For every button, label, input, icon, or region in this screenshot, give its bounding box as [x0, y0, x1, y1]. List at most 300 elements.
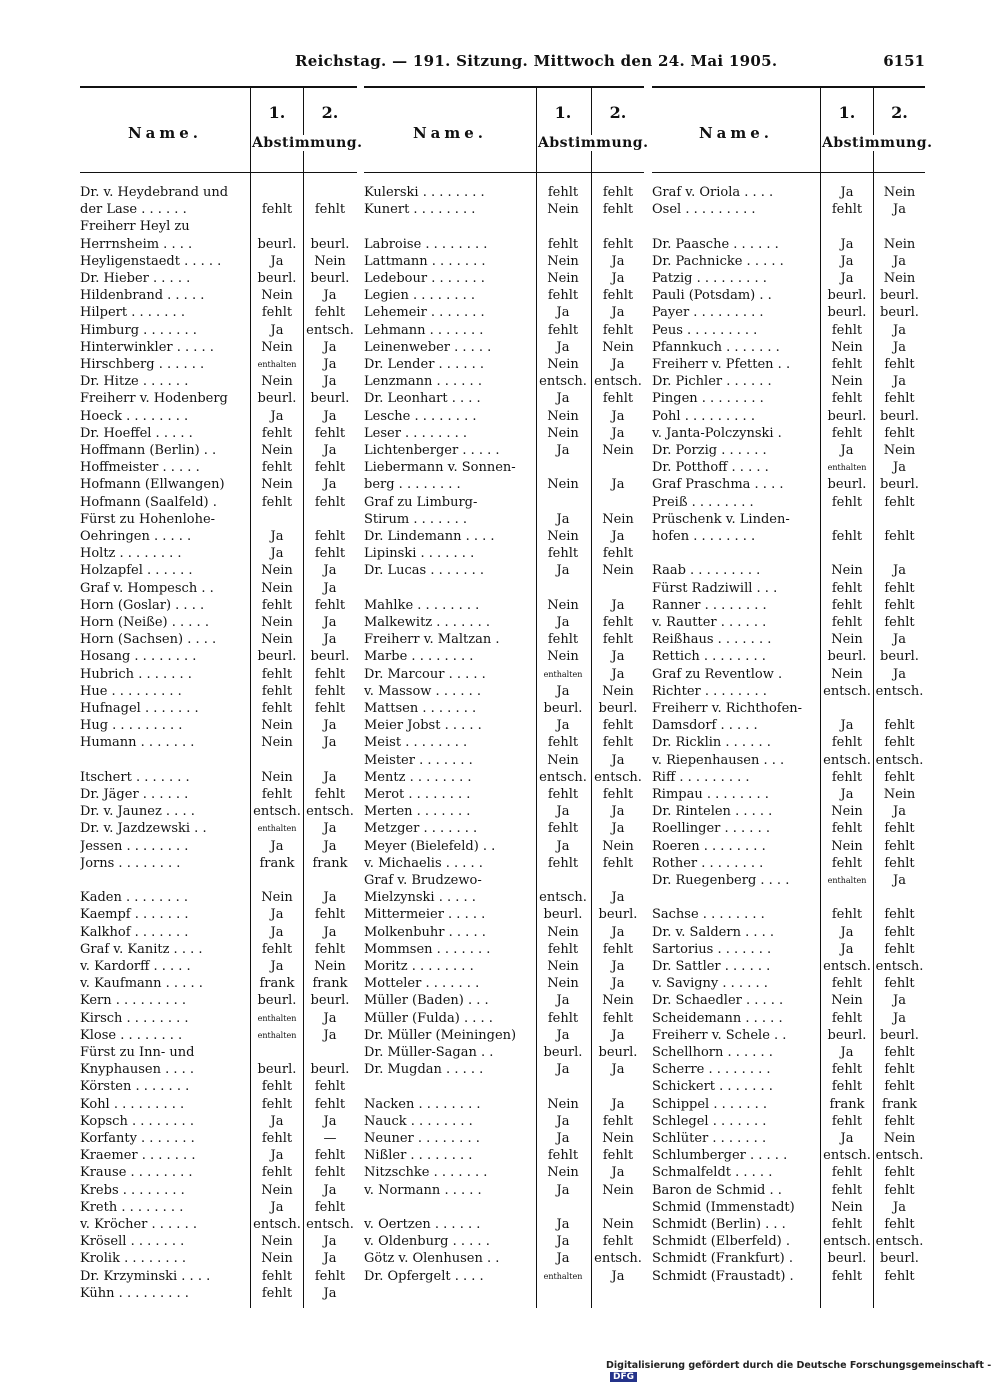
table-row	[80, 1233, 357, 1250]
table-row	[80, 476, 357, 493]
vote-1-value: Nein	[261, 890, 293, 906]
vote-1-value: Ja	[270, 546, 284, 562]
member-name: Schellhorn . . . . . .	[652, 1045, 773, 1060]
table-row	[652, 1164, 925, 1181]
vote-1-value: Nein	[261, 477, 293, 493]
vote-1-value: fehlt	[547, 236, 579, 252]
member-name: Müller (Baden) . . .	[364, 993, 489, 1009]
member-name: Pauli (Potsdam) . .	[652, 288, 772, 304]
vote-1-value: fehlt	[547, 322, 579, 338]
table-row	[80, 1027, 357, 1044]
vote-2-value: Ja	[893, 993, 906, 1009]
table-row	[364, 614, 644, 631]
table-row	[652, 270, 925, 287]
vote-2-value: entsch.	[875, 1234, 924, 1250]
vote-1-value: Nein	[547, 959, 579, 974]
table-top-rule	[80, 86, 357, 88]
vote-2-value: Ja	[323, 1182, 337, 1198]
table-row	[652, 373, 925, 390]
member-name: Riff . . . . . . . . .	[652, 769, 750, 785]
table-row	[652, 1199, 925, 1216]
vote-2-value: fehlt	[884, 494, 915, 510]
member-name: Schlegel . . . . . . .	[652, 1113, 767, 1129]
running-title: Reichstag. — 191. Sitzung. Mittwoch den 24. Mai 1905.	[295, 52, 778, 70]
table-row	[652, 1078, 925, 1095]
vote-1-value: Nein	[261, 615, 293, 630]
vote-2-value: Ja	[611, 357, 625, 372]
vote-1-value: Ja	[270, 408, 284, 424]
vote-1-value: fehlt	[261, 1165, 293, 1181]
table-row	[80, 1250, 357, 1267]
table-row	[364, 975, 644, 992]
vote-2-value: fehlt	[884, 718, 915, 734]
member-name: Klose . . . . . . . .	[80, 1027, 183, 1043]
vote-2-value: Ja	[323, 1285, 337, 1301]
table-row	[364, 958, 644, 975]
vote-2-value: Ja	[323, 615, 337, 630]
table-row	[652, 1233, 925, 1250]
member-name: Krause . . . . . . . .	[80, 1165, 193, 1181]
vote-1-value: beurl.	[543, 1045, 583, 1060]
vote-2-value: beurl.	[310, 993, 350, 1009]
vote-2-value: Nein	[602, 511, 634, 527]
vote-1-value: Ja	[556, 838, 570, 854]
table-row	[652, 1027, 925, 1044]
member-name: Schickert . . . . . . .	[652, 1079, 773, 1095]
table-row	[364, 1216, 644, 1233]
vote-1-value: fehlt	[547, 1010, 579, 1026]
vote-1-value: Ja	[840, 253, 854, 269]
vote-1-value: fehlt	[547, 288, 579, 304]
vote-2-value: beurl.	[310, 649, 350, 665]
member-name: der Lase . . . . . .	[80, 202, 187, 218]
vote-1-value: fehlt	[261, 1285, 293, 1301]
vote-2-value: Nein	[314, 253, 346, 269]
table-row	[652, 786, 925, 803]
vote-1-value: entsch.	[823, 752, 871, 768]
table-row	[652, 666, 925, 683]
vote-2-value: entsch.	[875, 752, 924, 768]
vote-2-value: Ja	[323, 580, 337, 596]
vote-1-value: entsch.	[253, 1217, 301, 1232]
member-name: Schlüter . . . . . . .	[652, 1131, 767, 1146]
table-row	[652, 580, 925, 597]
vote-2-value: fehlt	[602, 1010, 634, 1026]
vote-1-value: beurl.	[827, 305, 867, 321]
vote-2-value: fehlt	[884, 735, 915, 751]
vote-2-value: Nein	[883, 1131, 916, 1146]
member-name: Mentz . . . . . . . .	[364, 769, 472, 785]
vote-1-value: Nein	[261, 769, 293, 785]
member-name: Rettich . . . . . . . .	[652, 649, 766, 665]
vote-2-header: 2.	[891, 103, 908, 122]
vote-1-value: fehlt	[831, 322, 863, 338]
member-name: Lattmann . . . . . . .	[364, 253, 486, 269]
vote-1-value: Ja	[556, 305, 570, 321]
member-name: Dr. Potthoff . . . . .	[652, 460, 769, 476]
member-name: Dr. Lucas . . . . . . .	[364, 563, 485, 579]
member-name: Graf v. Brudzewo-	[364, 873, 482, 888]
table-row	[364, 855, 644, 872]
table-row	[364, 408, 644, 425]
member-name: Metzger . . . . . . .	[364, 821, 478, 837]
member-name: Dr. Jäger . . . . . .	[80, 787, 189, 802]
vote-1-value: Nein	[261, 339, 293, 355]
vote-1-value: beurl.	[827, 477, 867, 493]
vote-1-value: fehlt	[831, 1010, 863, 1026]
member-name: Dr. Sattler . . . . . .	[652, 959, 771, 974]
table-row	[80, 631, 357, 648]
vote-2-value: beurl.	[310, 236, 350, 252]
vote-2-value: Nein	[602, 1217, 634, 1232]
vote-1-value: Ja	[840, 924, 854, 940]
vote-2-value: Ja	[893, 666, 906, 682]
table-row	[80, 1199, 357, 1216]
member-name: Reißhaus . . . . . . .	[652, 632, 772, 648]
table-row	[652, 889, 925, 906]
member-name: Freiherr v. Schele . .	[652, 1027, 787, 1043]
table-row	[80, 201, 357, 218]
member-name: v. Kröcher . . . . . .	[80, 1217, 197, 1232]
vote-1-value: Nein	[261, 443, 293, 458]
vote-2-value: Ja	[611, 821, 625, 837]
vote-1-value: entsch.	[823, 683, 871, 699]
table-header-rule	[364, 172, 644, 173]
vote-2-value: Nein	[602, 683, 634, 699]
vote-2-value: fehlt	[884, 391, 915, 407]
table-row	[364, 270, 644, 287]
name-column-header: Name.	[412, 124, 488, 142]
table-row	[80, 786, 357, 803]
member-name: Itschert . . . . . . .	[80, 769, 190, 785]
table-row	[364, 906, 644, 923]
member-name: Nißler . . . . . . . .	[364, 1148, 473, 1164]
table-row	[80, 580, 357, 597]
table-row	[652, 1250, 925, 1267]
table-row	[652, 356, 925, 373]
member-name: Schmidt (Berlin) . . .	[652, 1217, 786, 1232]
table-row	[364, 1078, 644, 1095]
table-row	[364, 889, 644, 906]
table-row	[364, 494, 644, 511]
vote-2-value: fehlt	[884, 976, 915, 992]
table-row	[80, 562, 357, 579]
vote-1-value: fehlt	[831, 735, 863, 751]
table-row	[364, 803, 644, 820]
table-row	[80, 408, 357, 425]
table-row	[652, 253, 925, 270]
table-row	[652, 924, 925, 941]
vote-2-value: fehlt	[884, 1113, 915, 1129]
vote-2-value: Ja	[611, 1165, 625, 1181]
table-row	[364, 1010, 644, 1027]
vote-1-value: Ja	[556, 1062, 570, 1078]
vote-2-value: fehlt	[314, 425, 346, 441]
vote-1-value: fehlt	[261, 666, 293, 682]
table-row	[652, 872, 925, 889]
member-name: Richter . . . . . . . .	[652, 683, 767, 699]
vote-1-value: frank	[259, 976, 295, 992]
vote-2-value: Nein	[602, 993, 634, 1009]
vote-2-value: beurl.	[310, 391, 350, 407]
table-row	[652, 459, 925, 476]
vote-2-value: fehlt	[884, 1182, 915, 1198]
vote-1-value: entsch.	[539, 769, 587, 785]
vote-1-value: enthalten	[543, 1271, 583, 1281]
vote-2-value: Nein	[314, 959, 346, 974]
vote-2-value: Ja	[893, 202, 906, 218]
table-row	[364, 184, 644, 201]
vote-2-value: entsch.	[875, 1148, 924, 1164]
vote-1-value: Ja	[840, 185, 854, 200]
vote-2-value: entsch.	[594, 769, 642, 785]
vote-2-header: 2.	[321, 103, 339, 122]
vote-1-value: fehlt	[831, 1165, 863, 1181]
vote-1-value: Ja	[840, 236, 854, 252]
vote-1-value: Ja	[556, 1217, 570, 1232]
vote-1-value: Ja	[840, 718, 854, 734]
vote-2-value: Ja	[611, 425, 625, 441]
table-row	[80, 1268, 357, 1285]
vote-2-value: fehlt	[884, 1079, 915, 1095]
vote-2-value: beurl.	[880, 305, 919, 321]
vote-1-value: fehlt	[831, 1079, 863, 1095]
member-name: Dr. Lindemann . . . .	[364, 529, 495, 544]
vote-2-value: fehlt	[314, 1268, 346, 1284]
vote-1-value: Ja	[270, 924, 284, 940]
member-name: Graf v. Oriola . . . .	[652, 185, 774, 200]
vote-2-value: Ja	[323, 339, 337, 355]
vote-2-value: beurl.	[880, 649, 919, 665]
vote-2-value: fehlt	[602, 632, 634, 648]
vote-2-value: fehlt	[884, 615, 915, 630]
vote-2-value: Nein	[602, 443, 634, 458]
table-row	[80, 975, 357, 992]
vote-2-value: entsch.	[306, 1217, 354, 1232]
vote-2-value: entsch.	[594, 374, 642, 390]
vote-1-value: Ja	[270, 907, 284, 923]
table-row	[80, 287, 357, 304]
table-row	[364, 838, 644, 855]
vote-2-value: Nein	[883, 787, 916, 802]
table-row	[364, 459, 644, 476]
vote-2-value: beurl.	[880, 288, 919, 304]
member-name: Müller (Fulda) . . . .	[364, 1010, 493, 1026]
table-row	[364, 1061, 644, 1078]
member-name: v. Rautter . . . . . .	[652, 615, 767, 630]
table-row	[652, 648, 925, 665]
vote-2-value: Ja	[611, 924, 625, 940]
table-row	[652, 1216, 925, 1233]
vote-1-value: Nein	[831, 632, 863, 648]
vote-2-value: entsch.	[594, 1251, 642, 1267]
table-row	[364, 528, 644, 545]
vote-2-value: Ja	[611, 1062, 625, 1078]
member-name: Hinterwinkler . . . . .	[80, 339, 214, 355]
member-name: Dr. v. Saldern . . . .	[652, 924, 775, 940]
member-name: Freiherr v. Maltzan .	[364, 632, 500, 648]
table-row	[364, 425, 644, 442]
table-row	[364, 1147, 644, 1164]
vote-2-value: Ja	[323, 769, 337, 785]
member-name: Damsdorf . . . . .	[652, 718, 758, 734]
vote-2-value: fehlt	[314, 1079, 346, 1095]
table-row	[80, 700, 357, 717]
vote-2-value: beurl.	[880, 408, 919, 424]
table-row	[80, 992, 357, 1009]
table-row	[652, 545, 925, 562]
table-row	[80, 304, 357, 321]
vote-2-value: beurl.	[310, 1062, 350, 1078]
vote-1-value: Nein	[261, 735, 293, 751]
member-name: Pingen . . . . . . . .	[652, 391, 764, 407]
vote-1-value: fehlt	[547, 941, 579, 957]
vote-1-value: enthalten	[827, 876, 867, 885]
vote-1-value: fehlt	[831, 391, 863, 407]
vote-2-value: Ja	[893, 1199, 906, 1215]
table-row	[652, 683, 925, 700]
member-name: Stirum . . . . . . .	[364, 511, 468, 527]
table-row	[364, 1199, 644, 1216]
vote-2-value: fehlt	[884, 580, 915, 596]
vote-2-value: Ja	[893, 322, 906, 338]
vote-2-value: Ja	[323, 477, 337, 493]
vote-1-value: Ja	[270, 959, 284, 974]
vote-2-value: fehlt	[602, 202, 634, 218]
vote-1-value: Ja	[556, 718, 570, 734]
vote-1-value: Nein	[831, 563, 863, 579]
vote-2-value: Ja	[611, 976, 625, 992]
table-row	[652, 769, 925, 786]
table-row	[364, 1182, 644, 1199]
table-row	[364, 442, 644, 459]
member-name: v. Oertzen . . . . . .	[364, 1217, 481, 1232]
vote-2-value: fehlt	[314, 597, 346, 613]
vote-2-value: fehlt	[602, 322, 634, 338]
member-name: Kunert . . . . . . . .	[364, 202, 476, 218]
member-name: Hubrich . . . . . . .	[80, 666, 192, 682]
vote-2-value: fehlt	[314, 460, 346, 476]
vote-2-value: fehlt	[884, 1268, 915, 1284]
member-name: Baron de Schmid . .	[652, 1182, 782, 1198]
vote-2-value: Nein	[602, 1131, 634, 1146]
table-row	[652, 425, 925, 442]
table-row	[364, 390, 644, 407]
member-name: Graf zu Reventlow .	[652, 666, 783, 682]
table-row	[80, 373, 357, 390]
vote-1-value: Ja	[840, 1045, 854, 1060]
vote-2-value: fehlt	[314, 1165, 346, 1181]
member-name: Nitzschke . . . . . . .	[364, 1165, 488, 1181]
vote-2-value: Ja	[893, 632, 906, 648]
table-row	[80, 494, 357, 511]
member-name: Dr. Krzyminski . . . .	[80, 1268, 211, 1284]
member-name: Scheidemann . . . . .	[652, 1010, 783, 1026]
vote-2-value: Ja	[611, 529, 625, 544]
member-name: Kalkhof . . . . . . .	[80, 924, 189, 940]
member-name: Lichtenberger . . . . .	[364, 443, 500, 458]
vote-1-value: Ja	[556, 563, 570, 579]
vote-1-value: Nein	[547, 425, 579, 441]
member-name: Dr. Hoeffel . . . . .	[80, 425, 193, 441]
table-row	[80, 425, 357, 442]
table-row	[364, 322, 644, 339]
vote-2-value: beurl.	[880, 1251, 919, 1267]
member-name: Leinenweber . . . . .	[364, 339, 492, 355]
vote-1-value: Ja	[556, 1251, 570, 1267]
vote-1-value: fehlt	[831, 1182, 863, 1198]
table-row	[80, 1164, 357, 1181]
member-name: Dr. Porzig . . . . . .	[652, 443, 767, 458]
table-row	[80, 648, 357, 665]
table-row	[364, 648, 644, 665]
vote-1-value: frank	[259, 855, 295, 871]
table-row	[364, 683, 644, 700]
vote-2-value: Nein	[883, 443, 916, 458]
vote-1-value: Nein	[547, 357, 579, 372]
table-row	[364, 476, 644, 493]
member-name: Dr. Opfergelt . . . .	[364, 1268, 484, 1284]
member-name: Kopsch . . . . . . . .	[80, 1113, 194, 1129]
member-name: Moritz . . . . . . . .	[364, 959, 474, 974]
vote-1-value: beurl.	[827, 1251, 867, 1267]
vote-2-value: fehlt	[884, 529, 915, 544]
vote-2-value: fehlt	[884, 1062, 915, 1078]
vote-1-value: fehlt	[547, 632, 579, 648]
vote-1-value: enthalten	[257, 1013, 297, 1023]
member-name: Kirsch . . . . . . . .	[80, 1010, 189, 1026]
table-row	[652, 1010, 925, 1027]
vote-1-value: fehlt	[831, 821, 863, 837]
vote-1-value: fehlt	[831, 1113, 863, 1129]
vote-1-value: fehlt	[261, 202, 293, 218]
table-row	[652, 597, 925, 614]
member-name: Sachse . . . . . . . .	[652, 907, 765, 923]
table-row	[652, 631, 925, 648]
table-row	[364, 1096, 644, 1113]
vote-1-value: Nein	[261, 580, 293, 596]
vote-1-value: Ja	[270, 1113, 284, 1129]
vote-1-value: Nein	[261, 374, 293, 390]
vote-1-value: enthalten	[257, 360, 297, 369]
vote-1-value: Nein	[547, 976, 579, 992]
name-column-header: Name.	[698, 124, 774, 142]
member-name: Schmalfeldt . . . . .	[652, 1165, 773, 1181]
table-row	[652, 700, 925, 717]
vote-1-value: Ja	[556, 339, 570, 355]
vote-2-value: Ja	[323, 718, 337, 734]
member-name: Nacken . . . . . . . .	[364, 1096, 481, 1112]
member-name: Hoffmann (Berlin) . .	[80, 443, 217, 458]
vote-1-value: Ja	[270, 1199, 284, 1215]
vote-1-value: frank	[829, 1096, 865, 1112]
vote-column	[364, 86, 649, 1308]
vote-2-value: fehlt	[602, 615, 634, 630]
table-row	[364, 373, 644, 390]
vote-1-value: entsch.	[539, 890, 587, 906]
member-name: Holtz . . . . . . . .	[80, 546, 182, 562]
vote-1-value: fehlt	[831, 769, 863, 785]
table-row	[652, 906, 925, 923]
table-row	[80, 872, 357, 889]
vote-2-value: frank	[881, 1096, 918, 1112]
member-name: Holzapfel . . . . . .	[80, 563, 193, 579]
vote-1-value: enthalten	[257, 824, 297, 834]
table-row	[652, 992, 925, 1009]
vote-1-value: fehlt	[261, 787, 293, 802]
vote-2-value: Ja	[323, 924, 337, 940]
vote-1-value: fehlt	[261, 1096, 293, 1112]
